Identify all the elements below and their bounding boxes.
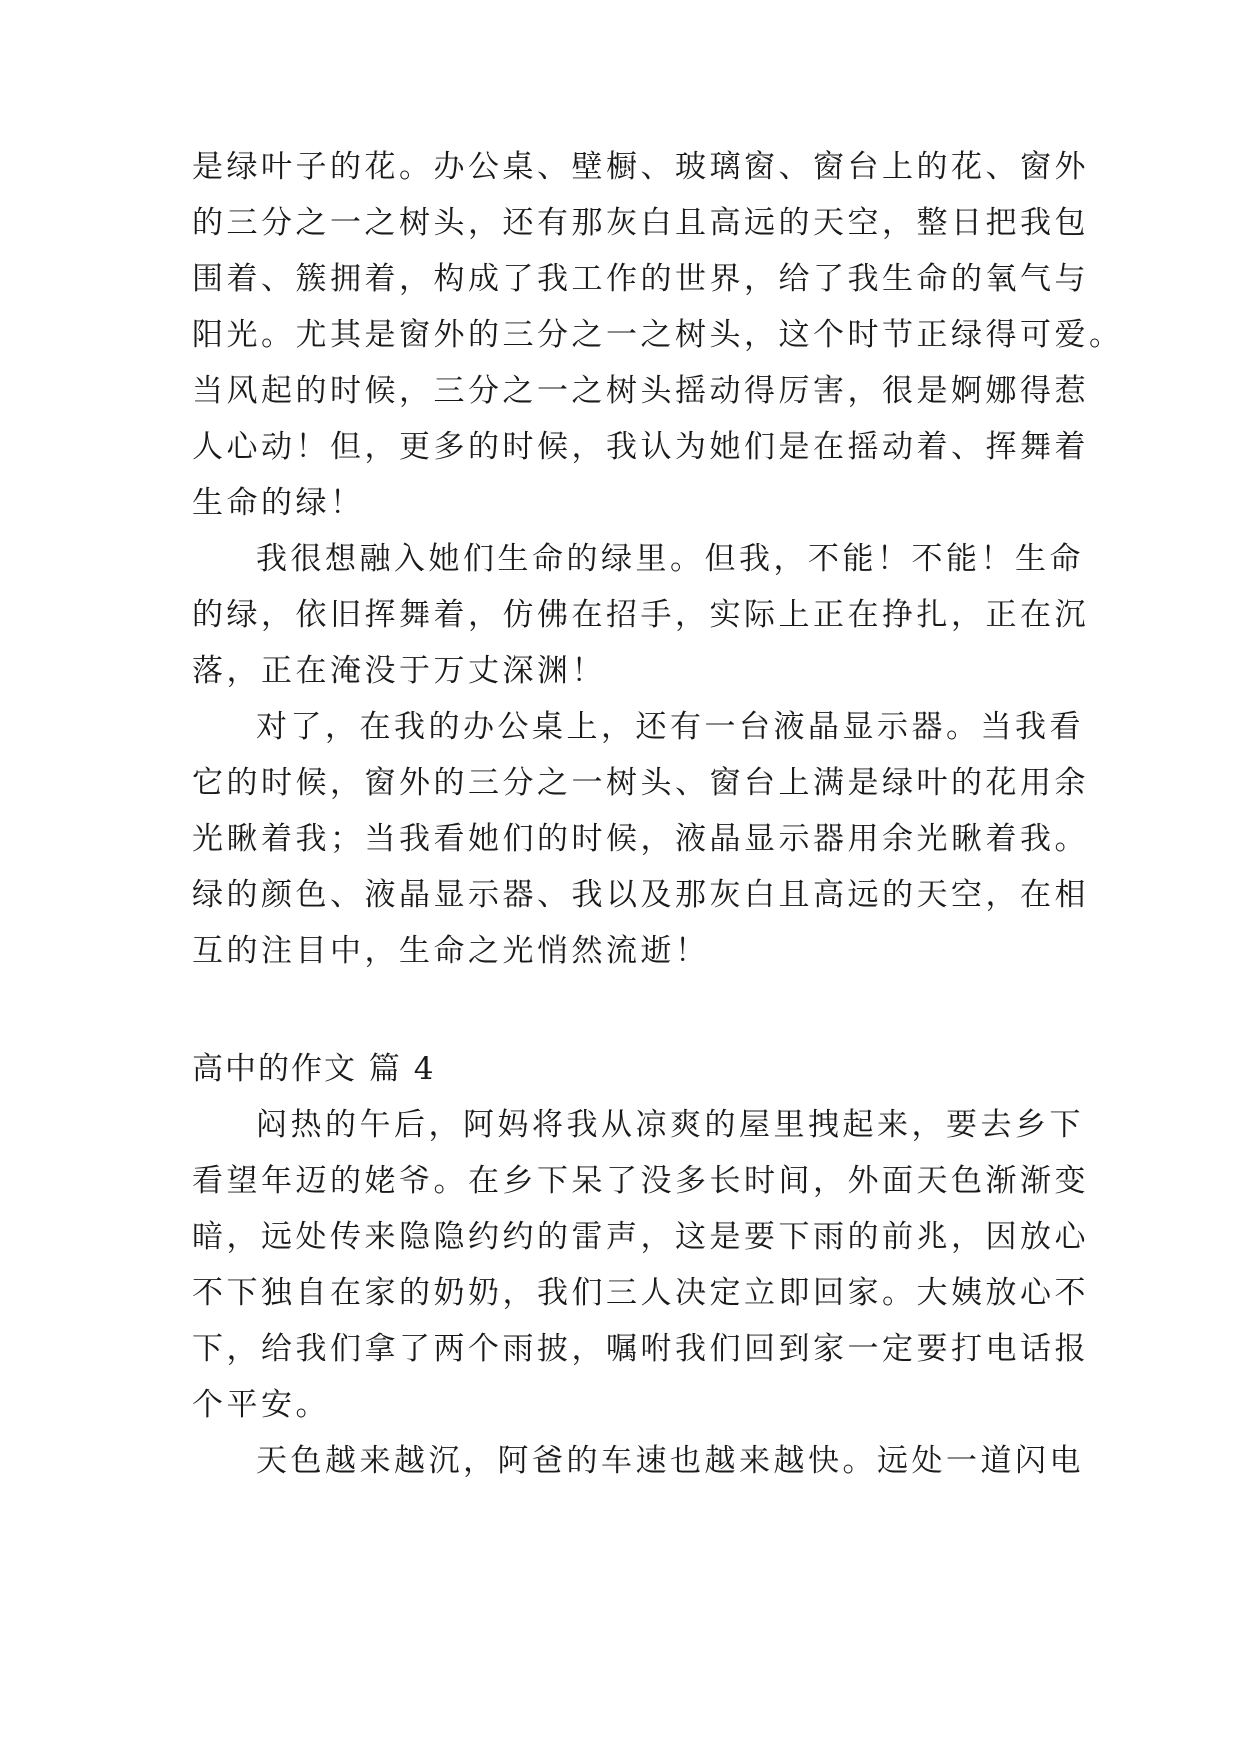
text-line: 我很想融入她们生命的绿里。但我，不能！不能！生命: [256, 541, 1084, 577]
text-line: 互的注目中，生命之光悄然流逝！: [192, 933, 710, 969]
text-line: 人心动！但，更多的时候，我认为她们是在摇动着、挥舞着: [192, 429, 1089, 465]
text-line: 天色越来越沉，阿爸的车速也越来越快。远处一道闪电: [256, 1443, 1084, 1479]
text-line: 看望年迈的姥爷。在乡下呆了没多长时间，外面天色渐渐变: [192, 1163, 1089, 1199]
text-line: 它的时候，窗外的三分之一树头、窗台上满是绿叶的花用余: [192, 765, 1089, 801]
text-line: 阳光。尤其是窗外的三分之一之树头，这个时节正绿得可爱。: [192, 317, 1124, 353]
text-line: 落，正在淹没于万丈深渊！: [192, 653, 606, 689]
text-line: 当风起的时候，三分之一之树头摇动得厉害，很是婀娜得惹: [192, 373, 1089, 409]
text-line: 围着、簇拥着，构成了我工作的世界，给了我生命的氧气与: [192, 261, 1089, 297]
text-line: 暗，远处传来隐隐约约的雷声，这是要下雨的前兆，因放心: [192, 1219, 1089, 1255]
text-line: 是绿叶子的花。办公桌、壁橱、玻璃窗、窗台上的花、窗外: [192, 149, 1089, 185]
text-line: 生命的绿！: [192, 485, 365, 521]
text-line: 的绿，依旧挥舞着，仿佛在招手，实际上正在挣扎，正在沉: [192, 597, 1089, 633]
text-line: 闷热的午后，阿妈将我从凉爽的屋里拽起来，要去乡下: [256, 1107, 1084, 1143]
text-line: 下，给我们拿了两个雨披，嘱咐我们回到家一定要打电话报: [192, 1331, 1089, 1367]
text-line: 对了，在我的办公桌上，还有一台液晶显示器。当我看: [256, 709, 1084, 745]
text-line: 的三分之一之树头，还有那灰白且高远的天空，整日把我包: [192, 205, 1089, 241]
text-line: 不下独自在家的奶奶，我们三人决定立即回家。大姨放心不: [192, 1275, 1089, 1311]
text-line: 光瞅着我；当我看她们的时候，液晶显示器用余光瞅着我。: [192, 821, 1089, 857]
text-line: 绿的颜色、液晶显示器、我以及那灰白且高远的天空，在相: [192, 877, 1089, 913]
section-heading: 高中的作文 篇 4: [192, 1051, 436, 1087]
text-line: 个平安。: [192, 1387, 330, 1423]
